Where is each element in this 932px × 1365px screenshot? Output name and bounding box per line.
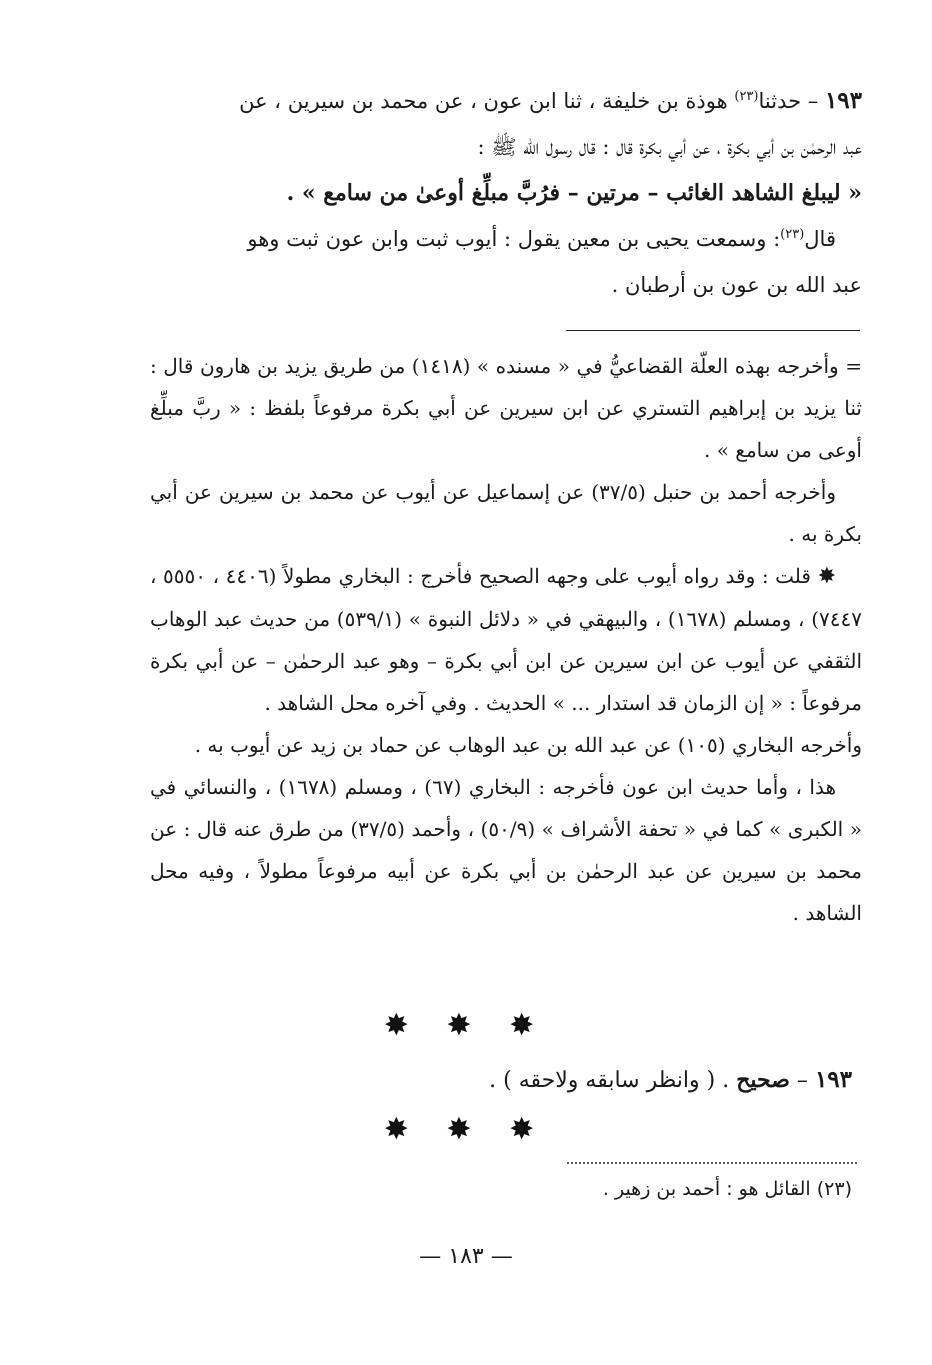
footnote-ref[interactable]: (٢٣) bbox=[734, 89, 759, 104]
page-number: — ١٨٣ — bbox=[419, 1244, 513, 1269]
grade-dash: – bbox=[789, 1068, 815, 1093]
section-separator: ✸ ✸ ✸ bbox=[383, 1112, 549, 1147]
star-icon: ✸ bbox=[817, 564, 837, 589]
hadith-intro: – حدثنا bbox=[758, 89, 825, 113]
notes-block bbox=[150, 345, 862, 934]
hadith-line-2: عبد الرحمٰن بن أبي بكرة ، عن أبي بكرة قال : قال رسول الله ﷺ : bbox=[477, 135, 862, 159]
footnote: (٢٣) القائل هو : أحمد بن زهير . bbox=[602, 1178, 852, 1200]
hadith-grade bbox=[489, 1066, 852, 1093]
note-paragraph: هذا ، وأما حديث ابن عون فأخرجه : البخاري (٦٧) ، ومسلم (١٦٧٨) ، والنسائي في « الكبرى » كما في « تحفة الأشراف » (٥٠/٩) ، وأحمد (٣٧/٥) من طرق عنه قال : عن محمد بن سيرين عن عبد الرحمٰن بن أبي بكرة عن أبيه مرفوعاً مطولاً ، وفيه محل الشاهد . bbox=[150, 775, 863, 925]
note-paragraph: وأخرجه أحمد بن حنبل (٣٧/٥) عن إسماعيل عن أيوب عن محمد بن سيرين عن أبي بكرة به . bbox=[150, 480, 862, 546]
section-separator: ✸ ✸ ✸ bbox=[383, 1008, 549, 1043]
hadith-last-line: عبد الله بن عون بن أرطبان . bbox=[611, 273, 862, 297]
grade-number: ١٩٣ bbox=[814, 1066, 852, 1093]
grade-label: صحيح bbox=[736, 1067, 790, 1093]
isnad-text: هوذة بن خليفة ، ثنا ابن عون ، عن محمد بن سيرين ، عن bbox=[239, 89, 735, 113]
note-paragraph: وأخرجه البخاري (١٠٥) عن عبد الله بن عبد الوهاب عن حماد بن زيد عن أيوب به . bbox=[194, 733, 862, 757]
grade-note: . ( وانظر سابقه ولاحقه ) . bbox=[489, 1068, 737, 1093]
hadith-line-1 bbox=[150, 78, 862, 124]
hadith-number: ١٩٣ bbox=[824, 87, 862, 114]
comment-text: : وسمعت يحيى بن معين يقول : أيوب ثبت وابن عون ثبت وهو bbox=[247, 227, 781, 251]
footnote-divider bbox=[567, 1162, 857, 1164]
hadith-comment bbox=[150, 216, 862, 262]
hadith-matn: « ليبلغ الشاهد الغائب – مرتين – فرُبَّ مبلِّغ أوعىٰ من سامع » . bbox=[286, 180, 862, 206]
hadith-block bbox=[150, 78, 862, 308]
note-paragraph bbox=[150, 555, 862, 724]
comment-qala: قال bbox=[804, 227, 836, 251]
note-paragraph: = وأخرجه بهذه العلّة القضاعيُّ في « مسنده » (١٤١٨) من طريق يزيد بن هارون قال : ثنا يزيد بن إبراهيم التستري عن ابن سيرين عن أبي بكرة مرفوعاً بلفظ : « ربَّ مبلِّغ أوعى من سامع » . bbox=[150, 354, 862, 462]
notes-divider bbox=[566, 330, 860, 331]
footnote-ref[interactable]: (٢٣) bbox=[780, 227, 805, 242]
note-text: قلت : وقد رواه أيوب على وجهه الصحيح فأخرج : البخاري مطولاً (٤٤٠٦ ، ٥٥٥٠ ، ٧٤٤٧) ، ومسلم (١٦٧٨) ، والبيهقي في « دلائل النبوة » (٥٣٩/١) من حديث عبد الوهاب الثقفي عن أيوب عن ابن سيرين عن ابن أبي بكرة – وهو عبد الرحمٰن – عن أبي بكرة مرفوعاً : « إن الزمان قد استدار ... » الحديث . وفي آخره محل الشاهد . bbox=[150, 564, 862, 715]
